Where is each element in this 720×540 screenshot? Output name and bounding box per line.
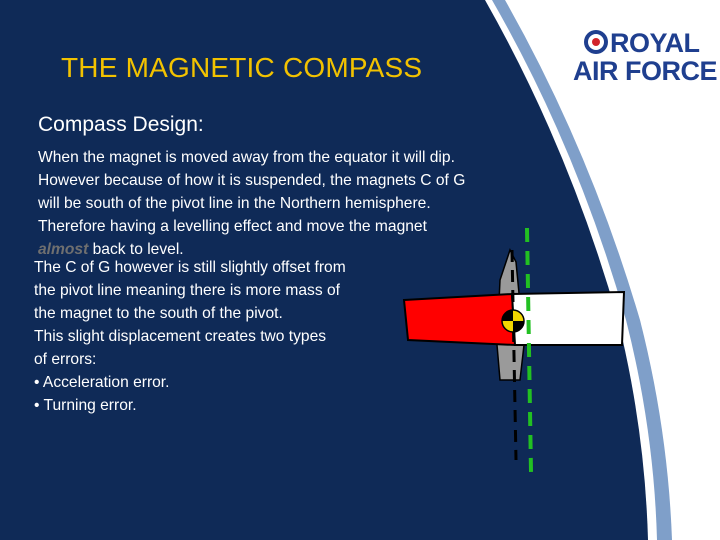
paragraph-line: the magnet to the south of the pivot. — [34, 305, 283, 322]
raf-logo — [570, 26, 717, 86]
logo-line-royal: ROYAL — [610, 28, 700, 58]
paragraph-line: When the magnet is moved away from the equator it will dip. — [38, 149, 455, 166]
raf-roundel-icon — [584, 30, 608, 54]
vertical-reference-line — [527, 228, 531, 472]
cog-paragraph — [34, 256, 346, 417]
magnet-red-half — [404, 294, 515, 345]
paragraph-line: This slight displacement creates two types — [34, 328, 327, 345]
paragraph-line: will be south of the pivot line in the Northern hemisphere. — [38, 195, 431, 212]
bullet-item: • Turning error. — [34, 397, 137, 414]
paragraph-line: However because of how it is suspended, the magnets C of G — [38, 172, 466, 189]
emphasis-word: almost — [38, 241, 89, 258]
slide-subtitle: Compass Design: — [38, 113, 204, 136]
paragraph-line: the pivot line meaning there is more mass of — [34, 282, 340, 299]
logo-line-air-force: AIR FORCE — [573, 56, 717, 86]
paragraph-line: The C of G however is still slightly offset from — [34, 259, 346, 276]
bullet-item: • Acceleration error. — [34, 374, 170, 391]
centre-of-gravity-icon — [502, 310, 524, 332]
paragraph-line: of errors: — [34, 351, 97, 368]
emphasis-rest: back to level. — [88, 241, 184, 258]
paragraph-line: Therefore having a levelling effect and move the magnet — [38, 218, 427, 235]
slide-title: THE MAGNETIC COMPASS — [61, 52, 423, 83]
compass-magnet-diagram — [380, 220, 640, 480]
